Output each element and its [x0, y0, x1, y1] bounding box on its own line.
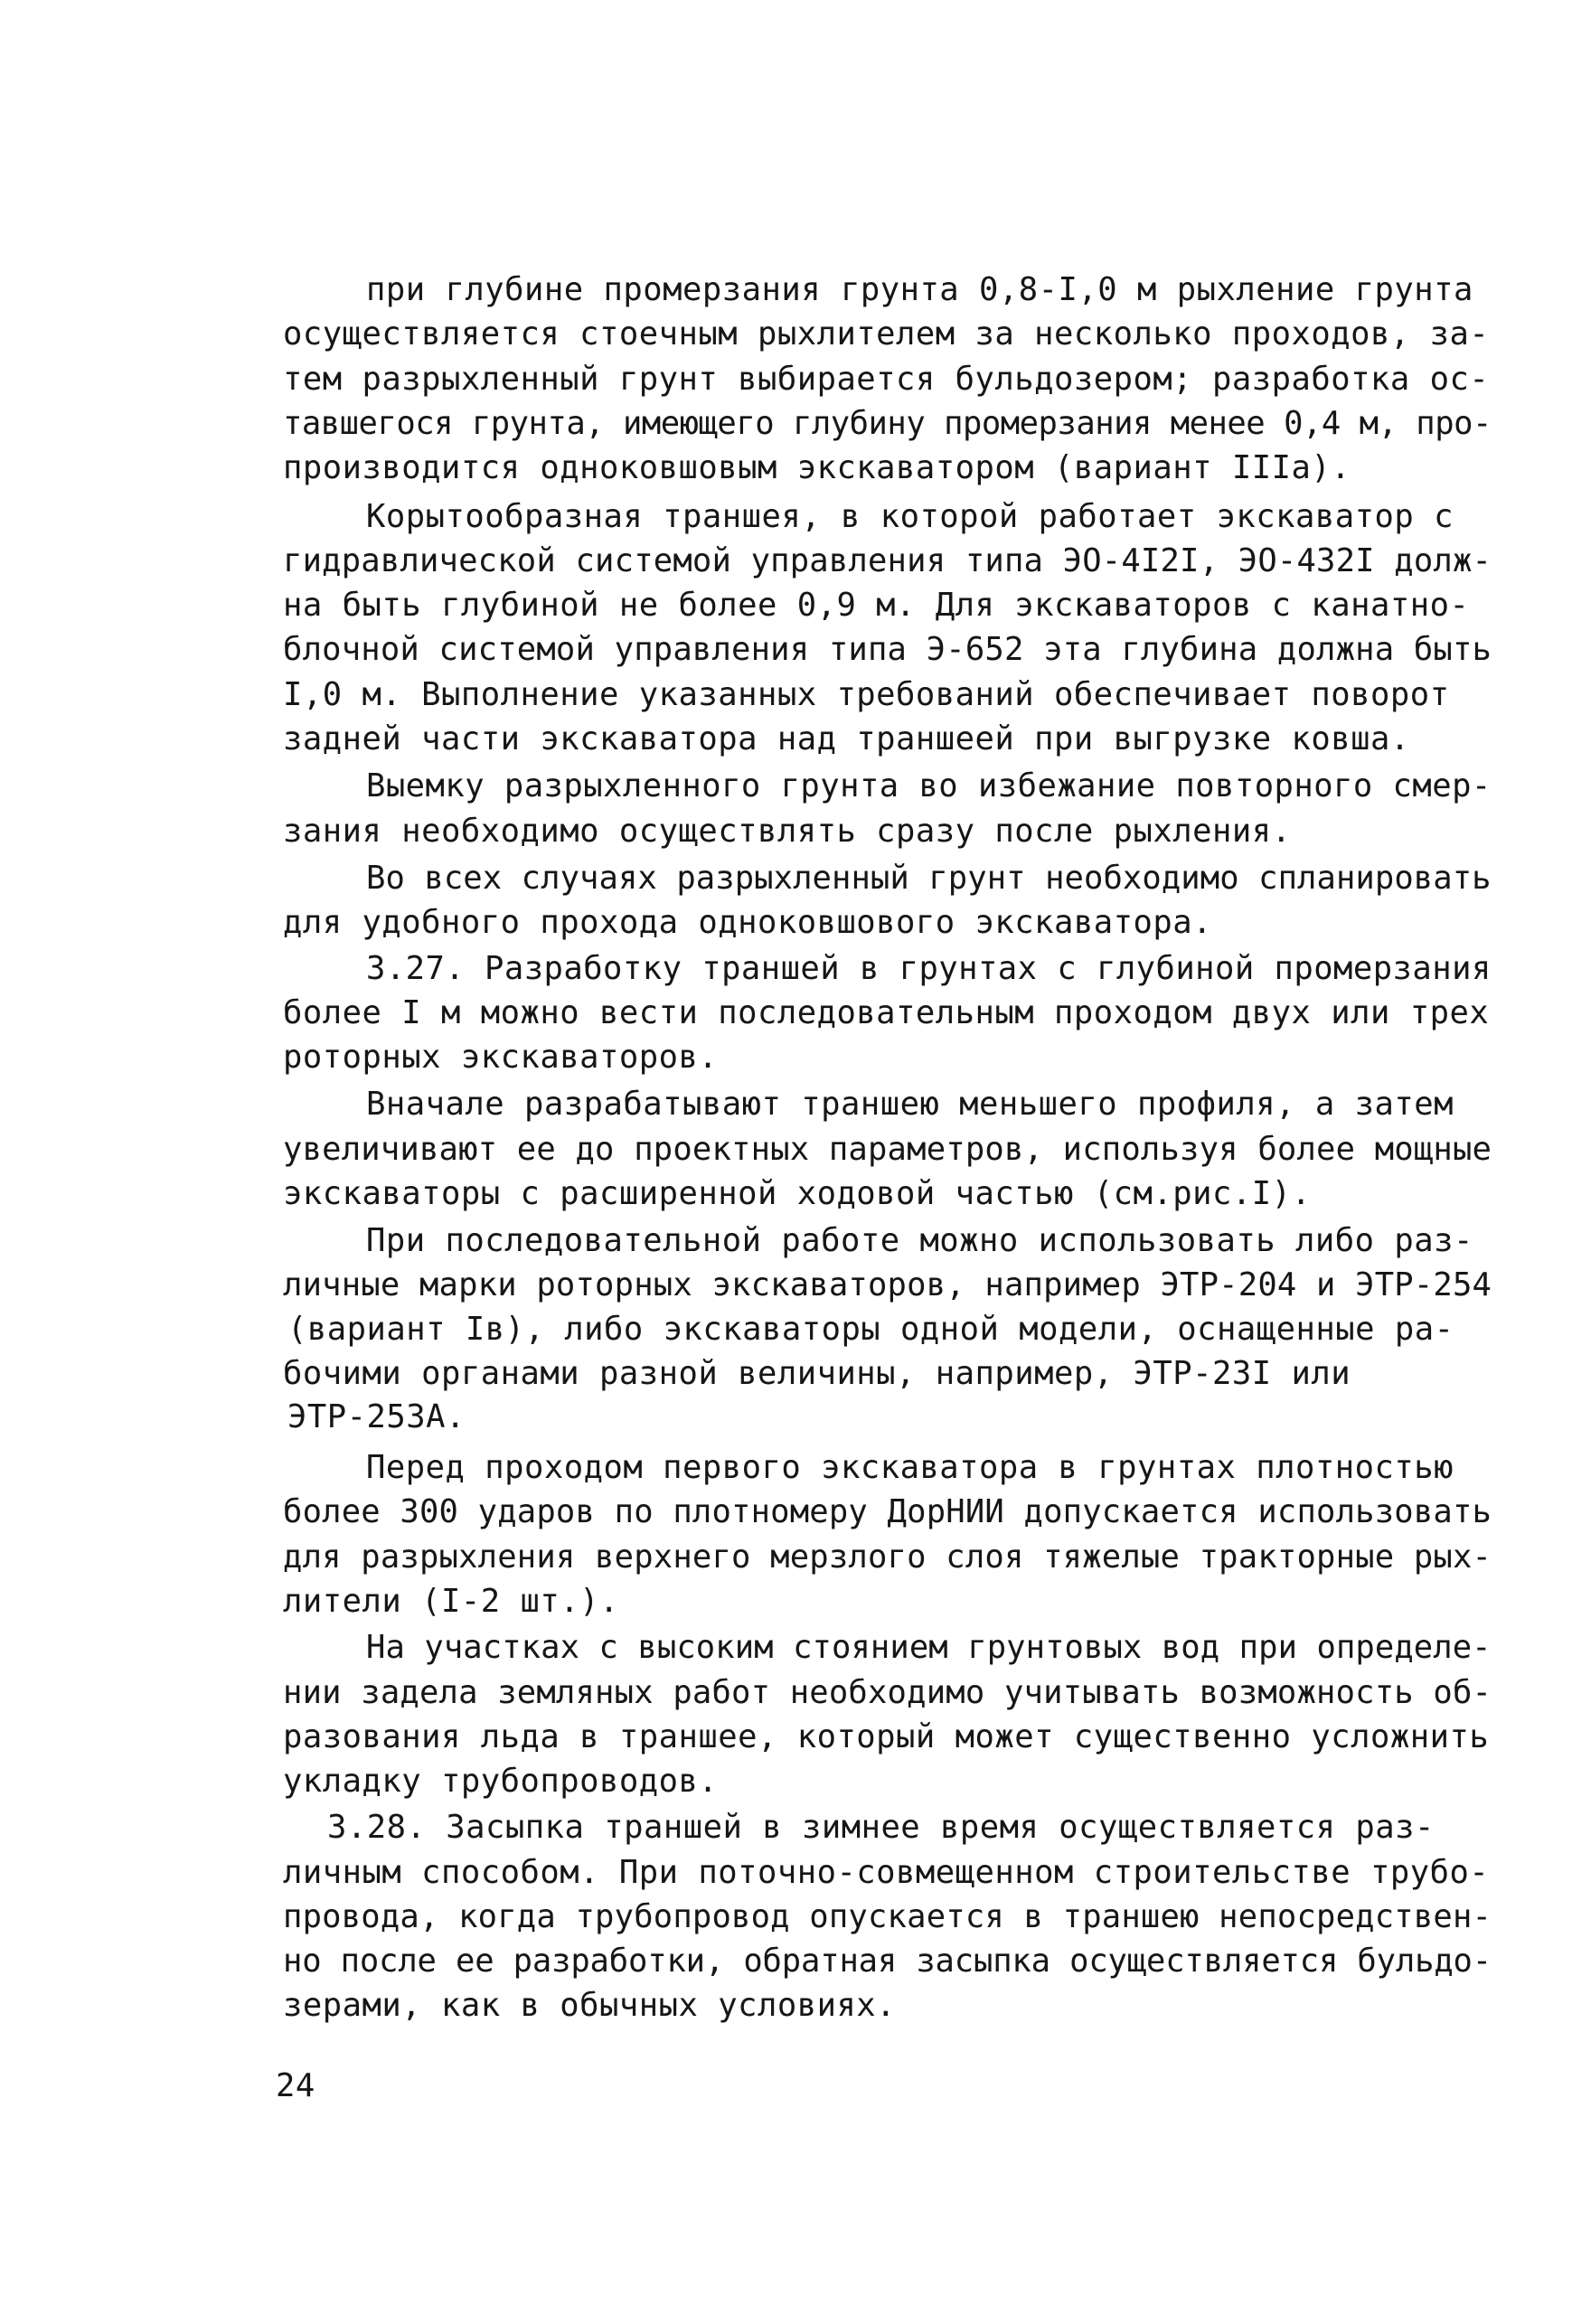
text-line: лители (I-2 шт.).	[283, 1583, 619, 1620]
text-line: на быть глубиной не более 0,9 м. Для экскаваторов с канатно-	[283, 587, 1470, 624]
text-line: ЭТР-253А.	[287, 1398, 466, 1435]
text-line: гидравлической системой управления типа ЭО-4I2I, ЭО-432I долж-	[283, 542, 1492, 579]
text-line: При последовательной работе можно использовать либо раз-	[366, 1222, 1473, 1259]
text-line: бочими органами разной величины, например, ЭТР-23I или	[283, 1355, 1351, 1392]
text-line: блочной системой управления типа Э-652 эта глубина должна быть	[283, 631, 1492, 668]
text-line: для разрыхления верхнего мерзлого слоя тяжелые тракторные рых-	[283, 1538, 1492, 1576]
text-line: нии задела земляных работ необходимо учитывать возможность об-	[283, 1674, 1492, 1711]
text-line: I,0 м. Выполнение указанных требований обеспечивает поворот	[283, 676, 1450, 713]
text-line: зания необходимо осуществлять сразу после рыхления.	[283, 813, 1292, 850]
text-line: На участках с высоким стоянием грунтовых вод при определе-	[366, 1629, 1492, 1666]
text-line: Корытообразная траншея, в которой работает экскаватор с	[366, 498, 1454, 535]
text-line: Во всех случаях разрыхленный грунт необходимо спланировать	[366, 860, 1492, 897]
text-line: укладку трубопроводов.	[283, 1763, 719, 1800]
text-line: тем разрыхленный грунт выбирается бульдозером; разработка ос-	[283, 361, 1490, 398]
text-line: 3.28. Засыпка траншей в зимнее время осуществляется раз-	[327, 1809, 1435, 1846]
text-line: производится одноковшовым экскаватором (вариант IIIа).	[283, 449, 1351, 486]
text-line: личным способом. При поточно-совмещенном строительстве трубо-	[283, 1854, 1490, 1891]
text-line: зерами, как в обычных условиях.	[283, 1987, 897, 2024]
text-line: более I м можно вести последовательным проходом двух или трех	[283, 994, 1490, 1031]
text-line: тавшегося грунта, имеющего глубину промерзания менее 0,4 м, про-	[283, 405, 1492, 442]
text-line: разования льда в траншее, который может существенно усложнить	[283, 1718, 1490, 1755]
text-line: увеличивают ее до проектных параметров, используя более мощные	[283, 1131, 1492, 1168]
text-line: личные марки роторных экскаваторов, например ЭТР-204 и ЭТР-254	[283, 1266, 1492, 1303]
text-line: осуществляется стоечным рыхлителем за несколько проходов, за-	[283, 315, 1490, 353]
text-line: Выемку разрыхленного грунта во избежание повторного смер-	[366, 767, 1492, 804]
text-line: провода, когда трубопровод опускается в траншею непосредствен-	[283, 1898, 1492, 1935]
text-line: роторных экскаваторов.	[283, 1039, 719, 1076]
text-line: задней части экскаватора над траншеей при выгрузке ковша.	[283, 720, 1410, 757]
text-line: Вначале разрабатывают траншею меньшего профиля, а затем	[366, 1086, 1454, 1123]
text-line: более 300 ударов по плотномеру ДорНИИ допускается использовать	[283, 1493, 1492, 1530]
page-number: 24	[276, 2067, 315, 2104]
text-line: но после ее разработки, обратная засыпка осуществляется бульдо-	[283, 1943, 1492, 1980]
text-line: (вариант Iв), либо экскаваторы одной модели, оснащенные ра-	[287, 1311, 1454, 1348]
text-line: 3.27. Разработку траншей в грунтах с глубиной промерзания	[366, 950, 1492, 987]
text-line: Перед проходом первого экскаватора в грунтах плотностью	[366, 1449, 1454, 1486]
text-line: экскаваторы с расширенной ходовой частью (см.рис.I).	[283, 1175, 1312, 1212]
text-line: для удобного прохода одноковшового экскаватора.	[283, 904, 1213, 941]
text-line: при глубине промерзания грунта 0,8-I,0 м рыхление грунта	[366, 271, 1473, 308]
